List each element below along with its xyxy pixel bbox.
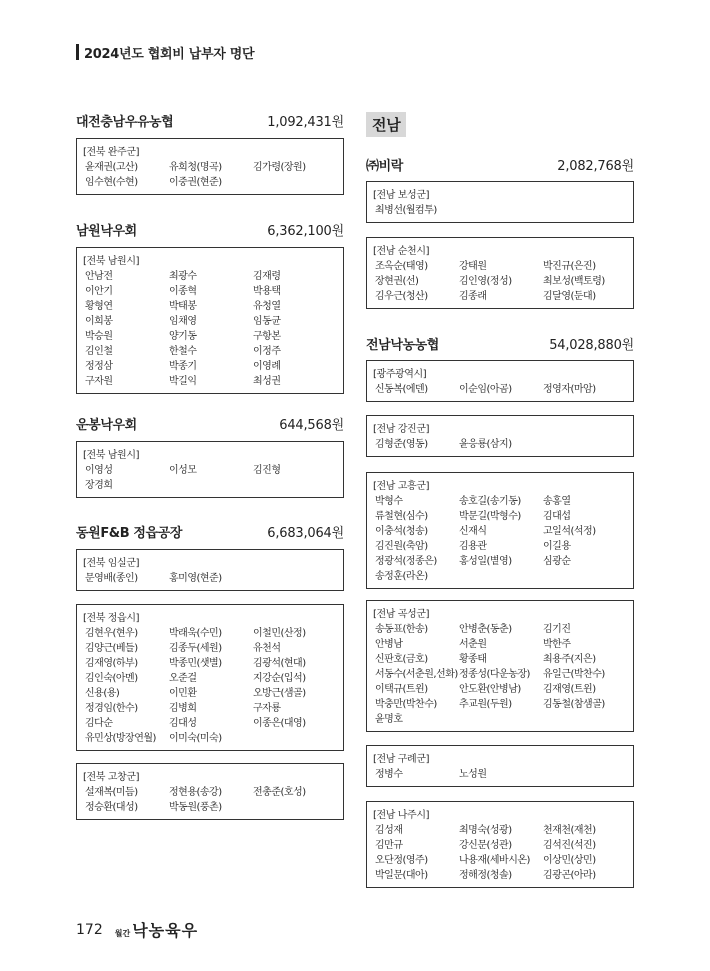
member-name: 이충석(청송) — [375, 526, 428, 537]
member-name: 안도환(안병남) — [459, 684, 521, 695]
member-name: 임동균 — [253, 316, 281, 327]
member-box — [366, 181, 634, 223]
member-name-grid — [373, 203, 627, 218]
org-name: 운봉낙우회 — [76, 418, 137, 433]
org-name: 남원낙우회 — [76, 224, 137, 239]
box-region-label: [전남 곡성군] — [373, 609, 430, 620]
member-name: 김광곤(아라) — [543, 870, 596, 881]
member-name: 김진원(축암) — [375, 541, 428, 552]
member-name: 정광석(정종은) — [375, 556, 437, 567]
member-name: 박승원 — [85, 331, 113, 342]
member-name: 박래욱(수민) — [169, 628, 222, 639]
member-name: 김용관 — [459, 541, 487, 552]
member-name: 임채영 — [169, 316, 197, 327]
member-name: 류철현(심수) — [375, 511, 428, 522]
magazine-logo — [115, 918, 198, 941]
member-name: 김석진(석진) — [543, 840, 596, 851]
box-region-label: [전남 강진군] — [373, 424, 430, 435]
member-name: 박용택 — [253, 286, 281, 297]
logo-small-text: 월간 — [114, 929, 131, 938]
member-name: 강태원 — [459, 261, 487, 272]
org-amount: 54,028,880원 — [549, 338, 634, 353]
box-region-label: [전남 순천시] — [373, 246, 430, 257]
box-region-label: [전북 완주군] — [83, 147, 140, 158]
member-name: 황형연 — [85, 301, 113, 312]
member-name: 박태봉 — [169, 301, 197, 312]
member-name-grid — [373, 259, 627, 304]
member-name: 김우근(청산) — [375, 291, 428, 302]
header-bar — [76, 44, 79, 60]
member-name: 박문길(박형수) — [459, 511, 521, 522]
member-name: 정경임(한수) — [85, 703, 138, 714]
member-name: 송정훈(라온) — [375, 571, 428, 582]
member-name: 송호길(송기동) — [459, 496, 521, 507]
member-name: 이길용 — [543, 541, 571, 552]
org-header — [366, 334, 634, 353]
member-box — [366, 472, 634, 589]
member-name: 김대성 — [169, 718, 197, 729]
member-name: 강신문(성관) — [459, 840, 512, 851]
member-name-grid — [373, 823, 627, 883]
member-name: 추교원(두원) — [459, 699, 512, 710]
member-name: 유희청(명곡) — [169, 162, 222, 173]
member-name: 이상민(상민) — [543, 855, 596, 866]
member-box — [76, 763, 344, 820]
member-name-grid — [83, 785, 337, 815]
member-name: 유민상(방장연월) — [85, 733, 156, 744]
org-header — [76, 414, 344, 433]
member-name: 임수현(수현) — [85, 177, 138, 188]
member-name-grid — [83, 571, 337, 586]
member-name: 정해정(청솔) — [459, 870, 512, 881]
org-name: 대전충남우유농협 — [76, 115, 174, 130]
box-region-label: [전남 보성군] — [373, 190, 430, 201]
page-header — [76, 42, 254, 62]
org-amount: 1,092,431원 — [267, 115, 344, 130]
member-name: 정병수 — [375, 769, 403, 780]
member-name: 유청열 — [253, 301, 281, 312]
member-name: 김대섭 — [543, 511, 571, 522]
member-name: 장현권(선) — [375, 276, 419, 287]
member-name: 김인영(정성) — [459, 276, 512, 287]
org-name: 동원F&B 정읍공장 — [76, 526, 182, 541]
member-name: 안병춘(동춘) — [459, 624, 512, 635]
member-name: 김진형 — [253, 465, 281, 476]
box-region-label: [전북 정읍시] — [83, 613, 140, 624]
member-name-grid — [373, 767, 627, 782]
member-name: 박일문(대아) — [375, 870, 428, 881]
member-name: 이성모 — [169, 465, 197, 476]
member-name: 이종은(대영) — [253, 718, 306, 729]
member-name: 이택규(트윈) — [375, 684, 428, 695]
member-name: 오방근(샘골) — [253, 688, 306, 699]
member-name: 윤응룡(삼지) — [459, 439, 512, 450]
member-box — [366, 360, 634, 402]
member-box — [76, 604, 344, 751]
member-name: 안남전 — [85, 271, 113, 282]
member-name: 김만규 — [375, 840, 403, 851]
member-box — [76, 138, 344, 195]
member-name: 구자원 — [85, 376, 113, 387]
box-region-label: [전남 고흥군] — [373, 481, 430, 492]
member-box — [76, 549, 344, 591]
member-name: 김종래 — [459, 291, 487, 302]
member-name: 신용(용) — [85, 688, 120, 699]
member-name: 이미숙(미숙) — [169, 733, 222, 744]
member-name: 이영례 — [253, 361, 281, 372]
logo-main-text: 낙농육우 — [132, 921, 199, 940]
member-name-grid — [373, 382, 627, 397]
box-region-label: [전남 나주시] — [373, 810, 430, 821]
member-name: 김종두(세원) — [169, 643, 222, 654]
member-name-grid — [83, 626, 337, 746]
member-name: 고일석(석정) — [543, 526, 596, 537]
member-name: 조옥순(태영) — [375, 261, 428, 272]
org-header — [76, 522, 344, 541]
member-name: 천재천(재천) — [543, 825, 596, 836]
member-name: 이정주 — [253, 346, 281, 357]
member-name: 노성원 — [459, 769, 487, 780]
member-box — [76, 441, 344, 498]
member-box — [366, 600, 634, 732]
member-name: 김성재 — [375, 825, 403, 836]
org-header — [76, 220, 344, 239]
member-name: 양기동 — [169, 331, 197, 342]
member-name: 김현우(현우) — [85, 628, 138, 639]
member-name: 김인숙(아멘) — [85, 673, 138, 684]
member-name: 윤재권(고산) — [85, 162, 138, 173]
box-region-label: [전북 임실군] — [83, 558, 140, 569]
member-name-grid — [83, 269, 337, 389]
member-name: 이안기 — [85, 286, 113, 297]
member-name: 신판호(금호) — [375, 654, 428, 665]
org-header — [76, 111, 344, 130]
member-name: 황종태 — [459, 654, 487, 665]
member-name: 구항본 — [253, 331, 281, 342]
box-region-label: [전북 고창군] — [83, 772, 140, 783]
member-name: 이민환 — [169, 688, 197, 699]
member-name: 홍미영(현준) — [169, 573, 222, 584]
member-name: 최성권 — [253, 376, 281, 387]
member-box — [76, 247, 344, 394]
member-name: 김재영(하부) — [85, 658, 138, 669]
member-name: 이희봉 — [85, 316, 113, 327]
member-name: 유일근(박찬수) — [543, 669, 605, 680]
member-name: 김가령(장원) — [253, 162, 306, 173]
member-name: 송홍열 — [543, 496, 571, 507]
member-name: 김인철 — [85, 346, 113, 357]
member-name-grid — [373, 494, 627, 584]
member-name: 김재령 — [253, 271, 281, 282]
member-name-grid — [373, 437, 627, 452]
member-name: 최병선(월컴투) — [375, 205, 437, 216]
org-amount: 2,082,768원 — [557, 159, 634, 174]
member-name: 김다순 — [85, 718, 113, 729]
member-name: 박형수 — [375, 496, 403, 507]
member-name-grid — [83, 160, 337, 190]
org-amount: 644,568원 — [279, 418, 344, 433]
box-region-label: [전북 남원시] — [83, 256, 140, 267]
member-name: 박진규(은진) — [543, 261, 596, 272]
member-name: 심광순 — [543, 556, 571, 567]
member-name: 박충만(박찬수) — [375, 699, 437, 710]
page-number: 172 — [76, 921, 103, 938]
member-name: 안병남 — [375, 639, 403, 650]
member-name: 정종성(다운농장) — [459, 669, 530, 680]
member-name: 설재복(미듬) — [85, 787, 138, 798]
member-name: 정승환(대성) — [85, 802, 138, 813]
page-footer — [76, 918, 198, 941]
member-name: 김동철(참샘골) — [543, 699, 605, 710]
member-name-grid — [373, 622, 627, 727]
member-name: 오준걸 — [169, 673, 197, 684]
member-name: 박종기 — [169, 361, 197, 372]
member-name: 최보성(백토령) — [543, 276, 605, 287]
member-box — [366, 415, 634, 457]
member-name: 문영배(종인) — [85, 573, 138, 584]
member-name-grid — [83, 463, 337, 493]
member-name: 최광수 — [169, 271, 197, 282]
member-name: 최용주(지은) — [543, 654, 596, 665]
member-name: 정정삼 — [85, 361, 113, 372]
member-name: 장경희 — [85, 480, 113, 491]
org-amount: 6,683,064원 — [267, 526, 344, 541]
region-tag: 전남 — [366, 112, 406, 137]
member-name: 김달영(둔대) — [543, 291, 596, 302]
box-region-label: [광주광역시] — [373, 369, 427, 380]
org-name: 전남낙농농협 — [366, 338, 439, 353]
member-box — [366, 801, 634, 888]
member-name: 박한주 — [543, 639, 571, 650]
member-box — [366, 237, 634, 309]
member-name: 정영자(마암) — [543, 384, 596, 395]
member-name: 홍성일(볕영) — [459, 556, 512, 567]
member-name: 최명숙(성광) — [459, 825, 512, 836]
member-name: 이순임(아곰) — [459, 384, 512, 395]
member-name: 서춘원 — [459, 639, 487, 650]
org-header — [366, 155, 634, 174]
member-name: 지강순(입석) — [253, 673, 306, 684]
member-name: 박동원(풍촌) — [169, 802, 222, 813]
page-title: 2024년도 협회비 납부자 명단 — [84, 46, 255, 62]
member-name: 이영성 — [85, 465, 113, 476]
member-name: 오단정(영주) — [375, 855, 428, 866]
member-name: 김광석(현대) — [253, 658, 306, 669]
member-name: 윤명호 — [375, 714, 403, 725]
member-box — [366, 745, 634, 787]
member-name: 송동표(한송) — [375, 624, 428, 635]
member-name: 나용재(세바시온) — [459, 855, 530, 866]
member-name: 신동복(에덴) — [375, 384, 428, 395]
member-name: 한철수 — [169, 346, 197, 357]
box-region-label: [전북 남원시] — [83, 450, 140, 461]
org-name: ㈜비락 — [366, 159, 403, 174]
member-name: 김양근(베들) — [85, 643, 138, 654]
box-region-label: [전남 구례군] — [373, 754, 430, 765]
member-name: 이종혁 — [169, 286, 197, 297]
member-name: 유천석 — [253, 643, 281, 654]
member-name: 김병희 — [169, 703, 197, 714]
member-name: 신재식 — [459, 526, 487, 537]
member-name: 이철민(산정) — [253, 628, 306, 639]
member-name: 박종민(샛별) — [169, 658, 222, 669]
member-name: 김기진 — [543, 624, 571, 635]
member-name: 정현용(송강) — [169, 787, 222, 798]
member-name: 김재영(트윈) — [543, 684, 596, 695]
member-name: 김형준(영동) — [375, 439, 428, 450]
member-name: 서동수(서춘원,선화) — [375, 669, 458, 680]
member-name: 구자룡 — [253, 703, 281, 714]
org-amount: 6,362,100원 — [267, 224, 344, 239]
member-name: 전총준(호성) — [253, 787, 306, 798]
member-name: 박길익 — [169, 376, 197, 387]
member-name: 이중권(현준) — [169, 177, 222, 188]
